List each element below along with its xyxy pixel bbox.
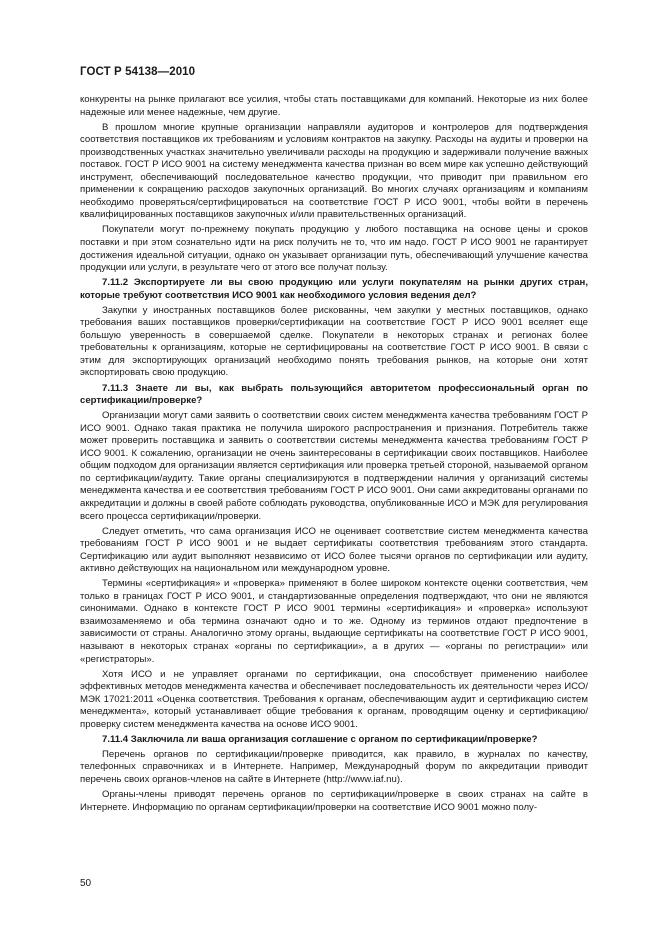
paragraph: Организации могут сами заявить о соответствии своих систем менеджмента качества требованиям ГОСТ Р ИСО 9001. Однако такая практика не получила широкого распространения и признания. Потребитель также может проверить поставщика и заявить о соответствии системы менеджмента качества требованиям ГОСТ Р ИСО 9001. К сожалению, организации не очень заинтересованы в сертификации своих поставщиков. Наиболее общим подходом для организации является сертификация или проверка третьей стороной, называемой органом по сертификации/аудиту. Такие органы специализируются в подтверждении наличия у организаций системы менеджмента качества и ее соответствия требованиям ГОСТ Р ИСО 9001. Они сами аккредитованы органами по аккредитации и должны в своей работе соблюдать руководства, опубликованные ИСО и МЭК для регулирования всего процесса сертификации/проверки. (80, 410, 588, 522)
section-heading: 7.11.3 Знаете ли вы, как выбрать пользующийся авторитетом профессиональный орган по сертификации/проверке? (80, 382, 588, 407)
paragraph: Органы-члены приводят перечень органов по сертификации/проверке в своих странах на сайте в Интернете. Информацию по органам сертификации/проверки на соответствие ИСО 9001 можно полу- (80, 788, 588, 813)
paragraph: Перечень органов по сертификации/проверке приводится, как правило, в журналах по качеству, телефонных справочниках и в Интернете. Например, Международный форум по аккредитации приводит перечень своих органов-членов на сайте в Интернете (http://www.iaf.nu). (80, 748, 588, 785)
paragraph: Следует отметить, что сама организация ИСО не оценивает соответствие систем менеджмента качества требованиям ГОСТ Р ИСО 9001 и не выдает сертификаты соответствия требованиям этого стандарта. Сертификацию или аудит выполняют независимо от ИСО более тысячи органов по сертификации или аудиту, активно действующих на национальном или международном уровне. (80, 525, 588, 575)
body-text (80, 94, 588, 817)
paragraph: Хотя ИСО и не управляет органами по сертификации, она способствует применению наиболее эффективных методов менеджмента качества и обеспечивает последовательность их деятельности через ИСО/МЭК 17021:2011 «Оценка соответствия. Требования к органам, обеспечивающим аудит и сертификацию систем менеджмента», который устанавливает общие требования к органам, проводящим оценку и сертификацию/проверку систем менеджмента качества на основе ИСО 9001. (80, 668, 588, 730)
page-number: 50 (80, 878, 92, 889)
paragraph: Термины «сертификация» и «проверка» применяют в более широком контексте оценки соответствия, чем только в границах ГОСТ Р ИСО 9001, и стандартизованные определения подтверждают, что они не являются синонимами. Однако в контексте ГОСТ Р ИСО 9001 термины «сертификация» и «проверка» используют взаимозаменяемо и оба термина означают одно и то же. Одному из терминов отдают предпочтение в зависимости от страны. Аналогично этому органы, выдающие сертификаты на соответствие ГОСТ Р ИСО 9001, называют в некоторых странах «органы по сертификации», а в других — «органы по регистрации» или «регистраторы». (80, 578, 588, 665)
paragraph: Покупатели могут по-прежнему покупать продукцию у любого поставщика на основе цены и сроков поставки и при этом сознательно идти на риск получить не то, что им надо. ГОСТ Р ИСО 9001 не гарантирует достижения идеальной ситуации, однако он указывает организации путь, обеспечивающий улучшение качества продукции или услуги, в результате чего от этого все получат пользу. (80, 224, 588, 274)
paragraph: Закупки у иностранных поставщиков более рискованны, чем закупки у местных поставщиков, однако требования ваших поставщиков проверки/сертификации на соответствие ГОСТ Р ИСО 9001 вселяет еще большую уверенность в совершаемой сделке. Покупатели в некоторых странах и регионах более требовательны к организациям, которые не сертифицированы на соответствие ГОСТ Р ИСО 9001. В связи с этим для экспортирующих организаций необходимо понять требования рынков, на которые они хотят экспортировать свою продукцию. (80, 304, 588, 379)
document-header: ГОСТ Р 54138—2010 (80, 66, 196, 78)
section-heading: 7.11.4 Заключила ли ваша организация соглашение с органом по сертификации/проверке? (102, 733, 538, 745)
paragraph: В прошлом многие крупные организации направляли аудиторов и контролеров для подтверждения соответствия поставщиков их требованиям и условиям контрактов на закупку. Расходы на аудиты и проверки на производственных участках значительно увеличивали расходы на продукцию и задерживали получение важных поставок. ГОСТ Р ИСО 9001 на систему менеджмента качества признан во всем мире как успешно действующий инструмент, обеспечивающий последовательное качество продукции, что приводит при правильном его применении к сокращению расходов закупочных организаций. Во многих случаях организациям и компаниям необходимо проверяться/сертифицироваться на соответствие ГОСТ Р ИСО 9001, чтобы войти в перечень квалифицированных поставщиков закупочных и/или правительственных организаций. (80, 121, 588, 221)
paragraph: конкуренты на рынке прилагают все усилия, чтобы стать поставщиками для компаний. Некоторые из них более надежные или менее надежные, чем другие. (80, 94, 588, 118)
section-heading: 7.11.2 Экспортируете ли вы свою продукцию или услуги покупателям на рынки других стран, которые требуют соответствия ИСО 9001 как необходимого условия ведения дел? (80, 277, 588, 301)
